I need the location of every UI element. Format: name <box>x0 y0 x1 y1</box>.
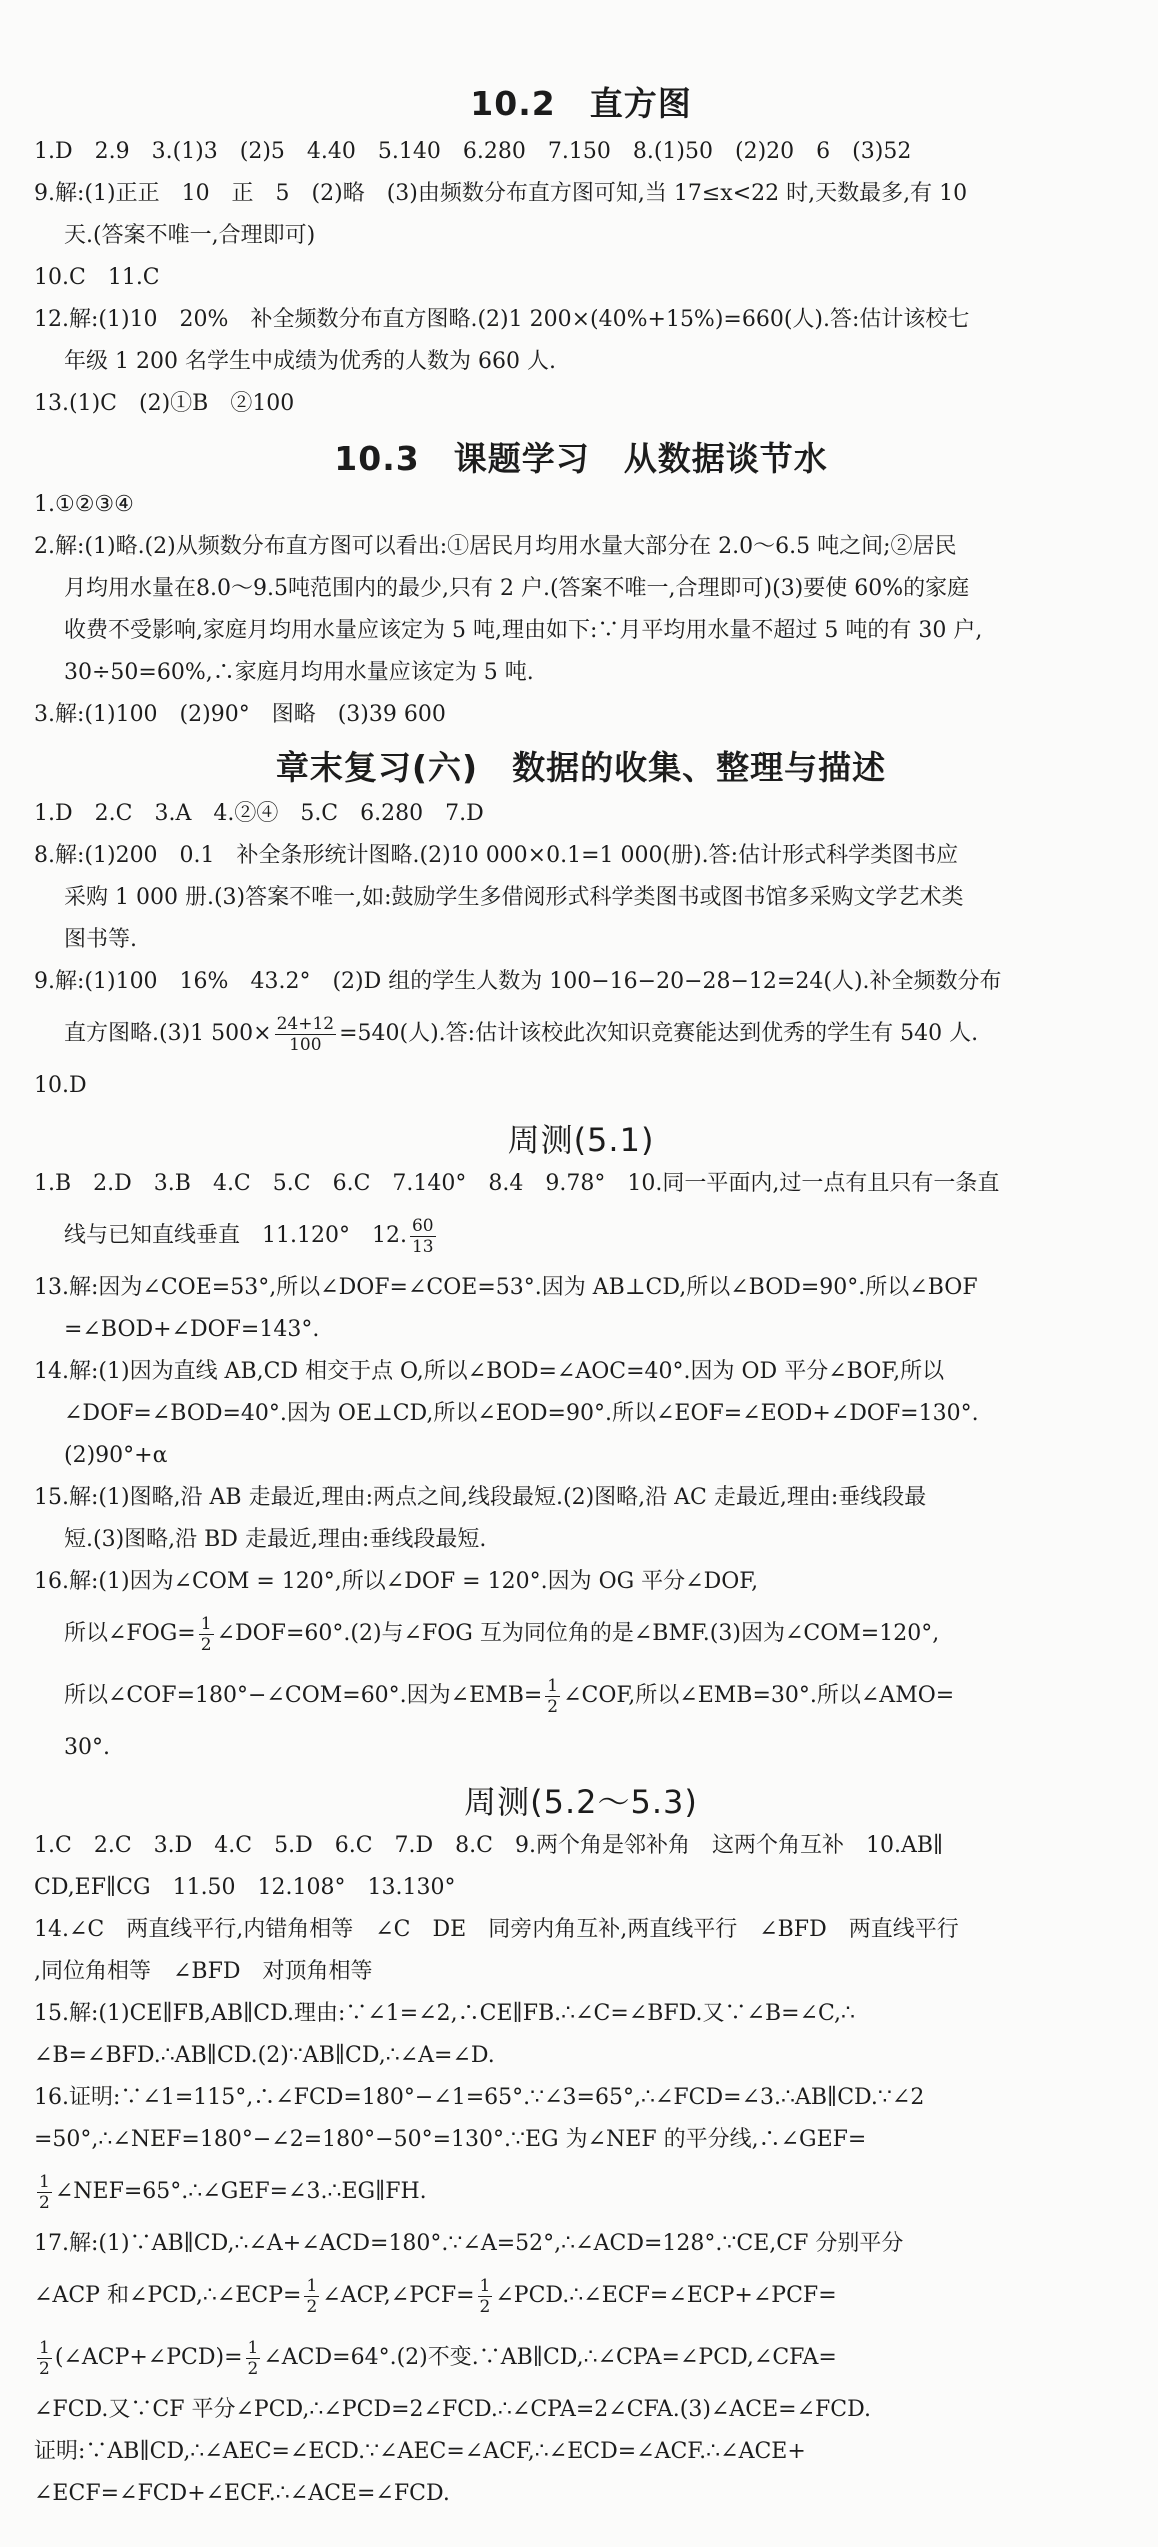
answer-line: 1.C 2.C 3.D 4.C 5.D 6.C 7.D 8.C 9.两个角是邻补角 这两个角互补 10.AB∥ <box>34 1833 944 1858</box>
answer-line: =∠BOD+∠DOF=143°. <box>64 1317 320 1342</box>
answer-line: 9.解:(1)正正 10 正 5 (2)略 (3)由频数分布直方图可知,当 17≤x<22 时,天数最多,有 10 <box>34 181 968 206</box>
answer-line <box>34 1603 1128 1665</box>
fraction-numerator: 60 <box>411 1215 434 1236</box>
fraction <box>478 2276 493 2317</box>
answer-line <box>34 1003 1128 1065</box>
fraction <box>304 2276 319 2317</box>
fraction-numerator: 1 <box>547 1675 559 1696</box>
answer-line: 30°. <box>64 1735 110 1760</box>
answer-line: 年级 1 200 名学生中成绩为优秀的人数为 660 人. <box>64 349 556 374</box>
answer-line: 30÷50=60%,∴家庭月均用水量应该定为 5 吨. <box>64 660 534 685</box>
answer-line: 收费不受影响,家庭月均用水量应该定为 5 吨,理由如下:∵月平均用水量不超过 5 吨的有 30 户, <box>64 618 983 643</box>
answer-line: 14.∠C 两直线平行,内错角相等 ∠C DE 同旁内角互补,两直线平行 ∠BFD 两直线平行 <box>34 1917 959 1942</box>
text-segment: 所以∠COF=180°−∠COM=60°.因为∠EMB= <box>64 1683 543 1708</box>
fraction <box>246 2338 261 2379</box>
answer-line: 17.解:(1)∵AB∥CD,∴∠A+∠ACD=180°.∵∠A=52°,∴∠ACD=128°.∵CE,CF 分别平分 <box>34 2231 904 2256</box>
text-segment: ∠ACP,∠PCF= <box>322 2283 475 2308</box>
section-title-10-3: 10.3 课题学习 从数据谈节水 <box>334 439 828 478</box>
fraction-numerator: 1 <box>200 1613 212 1634</box>
answer-line: 月均用水量在8.0～9.5吨范围内的最少,只有 2 户.(答案不唯一,合理即可)(3)要使 60%的家庭 <box>64 576 970 601</box>
text-segment: ∠COF,所以∠EMB=30°.所以∠AMO= <box>563 1683 955 1708</box>
answer-line <box>34 2327 1128 2389</box>
answer-line: 15.解:(1)CE∥FB,AB∥CD.理由:∵∠1=∠2,∴CE∥FB.∴∠C=∠BFD.又∵∠B=∠C,∴ <box>34 2001 856 2026</box>
answer-line: CD,EF∥CG 11.50 12.108° 13.130° <box>34 1875 456 1900</box>
answer-line: 1.D 2.9 3.(1)3 (2)5 4.40 5.140 6.280 7.150 8.(1)50 (2)20 6 (3)52 <box>34 139 912 164</box>
answer-line: 16.解:(1)因为∠COM = 120°,所以∠DOF = 120°.因为 OG 平分∠DOF, <box>34 1569 759 1594</box>
answer-line: 采购 1 000 册.(3)答案不唯一,如:鼓励学生多借阅形式科学类图书或图书馆多采购文学艺术类 <box>64 885 964 910</box>
text-segment: ∠PCD.∴∠ECF=∠ECP+∠PCF= <box>495 2283 837 2308</box>
text-segment: =540(人).答:估计该校此次知识竞赛能达到优秀的学生有 540 人. <box>339 1021 979 1046</box>
answer-line: 12.解:(1)10 20% 补全频数分布直方图略.(2)1 200×(40%+15%)=660(人).答:估计该校七 <box>34 307 970 332</box>
answer-line: 8.解:(1)200 0.1 补全条形统计图略.(2)10 000×0.1=1 000(册).答:估计形式科学类图书应 <box>34 843 959 868</box>
fraction-denominator: 2 <box>39 2358 50 2379</box>
fraction <box>410 1216 436 1257</box>
text-segment: (∠ACP+∠PCD)= <box>54 2345 243 2370</box>
fraction-numerator: 1 <box>306 2275 318 2296</box>
answer-line: 短.(3)图略,沿 BD 走最近,理由:垂线段最短. <box>64 1527 487 1552</box>
fraction-denominator: 2 <box>39 2192 50 2213</box>
text-segment: ∠ACD=64°.(2)不变.∵AB∥CD,∴∠CPA=∠PCD,∠CFA= <box>263 2345 837 2370</box>
fraction-denominator: 2 <box>200 1634 212 1655</box>
answer-line: 10.D <box>34 1073 87 1098</box>
fraction-denominator: 2 <box>479 2296 491 2317</box>
fraction <box>37 2172 52 2213</box>
text-segment: 直方图略.(3)1 500× <box>64 1021 272 1046</box>
text-segment: 线与已知直线垂直 11.120° 12. <box>64 1223 407 1248</box>
answer-line: 9.解:(1)100 16% 43.2° (2)D 组的学生人数为 100−16−20−28−12=24(人).补全频数分布 <box>34 969 1002 994</box>
section-title-weekly-5-1: 周测(5.1) <box>507 1121 655 1159</box>
answer-line: 14.解:(1)因为直线 AB,CD 相交于点 O,所以∠BOD=∠AOC=40°.因为 OD 平分∠BOF,所以 <box>34 1359 945 1384</box>
text-segment: ∠ACP 和∠PCD,∴∠ECP= <box>34 2283 302 2308</box>
answer-line: 13.(1)C (2)①B ②100 <box>34 391 295 416</box>
fraction <box>545 1676 560 1717</box>
answer-line: 1.D 2.C 3.A 4.②④ 5.C 6.280 7.D <box>34 801 484 826</box>
fraction <box>275 1014 337 1055</box>
answer-line <box>34 2161 1128 2223</box>
fraction-denominator: 2 <box>306 2296 318 2317</box>
answer-line: ∠B=∠BFD.∴AB∥CD.(2)∵AB∥CD,∴∠A=∠D. <box>34 2043 495 2068</box>
section-title-chapter-review: 章末复习(六) 数据的收集、整理与描述 <box>275 748 887 787</box>
fraction-denominator: 13 <box>411 1236 434 1257</box>
fraction <box>37 2338 52 2379</box>
section-title-weekly-5-2-5-3: 周测(5.2～5.3) <box>464 1783 698 1821</box>
answer-line: ,同位角相等 ∠BFD 对顶角相等 <box>34 1959 373 1984</box>
answer-line: 16.证明:∵∠1=115°,∴∠FCD=180°−∠1=65°.∵∠3=65°,∴∠FCD=∠3.∴AB∥CD.∵∠2 <box>34 2085 925 2110</box>
fraction-numerator: 1 <box>39 2337 50 2358</box>
answer-line: 1.①②③④ <box>34 492 134 517</box>
answer-line: 13.解:因为∠COE=53°,所以∠DOF=∠COE=53°.因为 AB⊥CD,所以∠BOD=90°.所以∠BOF <box>34 1275 978 1300</box>
fraction-denominator: 2 <box>547 1696 559 1717</box>
fraction-denominator: 2 <box>247 2358 259 2379</box>
fraction-numerator: 24+12 <box>276 1013 335 1034</box>
answer-line: 15.解:(1)图略,沿 AB 走最近,理由:两点之间,线段最短.(2)图略,沿 AC 走最近,理由:垂线段最 <box>34 1485 927 1510</box>
answer-line <box>34 2265 1128 2327</box>
answer-line: (2)90°+α <box>64 1443 168 1468</box>
text-segment: 所以∠FOG= <box>64 1621 196 1646</box>
answer-line: ∠ECF=∠FCD+∠ECF.∴∠ACE=∠FCD. <box>34 2481 450 2506</box>
answer-line: 3.解:(1)100 (2)90° 图略 (3)39 600 <box>34 702 446 727</box>
answer-line: 10.C 11.C <box>34 265 160 290</box>
fraction-numerator: 1 <box>247 2337 259 2358</box>
answer-line: ∠FCD.又∵CF 平分∠PCD,∴∠PCD=2∠FCD.∴∠CPA=2∠CFA.(3)∠ACE=∠FCD. <box>34 2397 871 2422</box>
answer-line: 1.B 2.D 3.B 4.C 5.C 6.C 7.140° 8.4 9.78° 10.同一平面内,过一点有且只有一条直 <box>34 1171 1000 1196</box>
fraction <box>199 1614 214 1655</box>
fraction-numerator: 1 <box>479 2275 491 2296</box>
section-title-10-2: 10.2 直方图 <box>470 84 692 123</box>
answer-line: 证明:∵AB∥CD,∴∠AEC=∠ECD.∵∠AEC=∠ACF,∴∠ECD=∠ACF.∴∠ACE+ <box>34 2439 806 2464</box>
answer-line: 2.解:(1)略.(2)从频数分布直方图可以看出:①居民月均用水量大部分在 2.0～6.5 吨之间;②居民 <box>34 534 957 559</box>
text-segment: ∠DOF=60°.(2)与∠FOG 互为同位角的是∠BMF.(3)因为∠COM=120°, <box>216 1621 940 1646</box>
answer-line: ∠DOF=∠BOD=40°.因为 OE⊥CD,所以∠EOD=90°.所以∠EOF=∠EOD+∠DOF=130°. <box>64 1401 979 1426</box>
text-segment: ∠NEF=65°.∴∠GEF=∠3.∴EG∥FH. <box>54 2179 427 2204</box>
answer-line <box>34 1665 1128 1727</box>
fraction-numerator: 1 <box>39 2171 50 2192</box>
answer-line: 图书等. <box>64 927 137 952</box>
answer-line: =50°,∴∠NEF=180°−∠2=180°−50°=130°.∵EG 为∠NEF 的平分线,∴∠GEF= <box>34 2127 867 2152</box>
answer-line: 天.(答案不唯一,合理即可) <box>64 223 316 248</box>
answer-line <box>34 1205 1128 1267</box>
fraction-denominator: 100 <box>289 1034 322 1055</box>
